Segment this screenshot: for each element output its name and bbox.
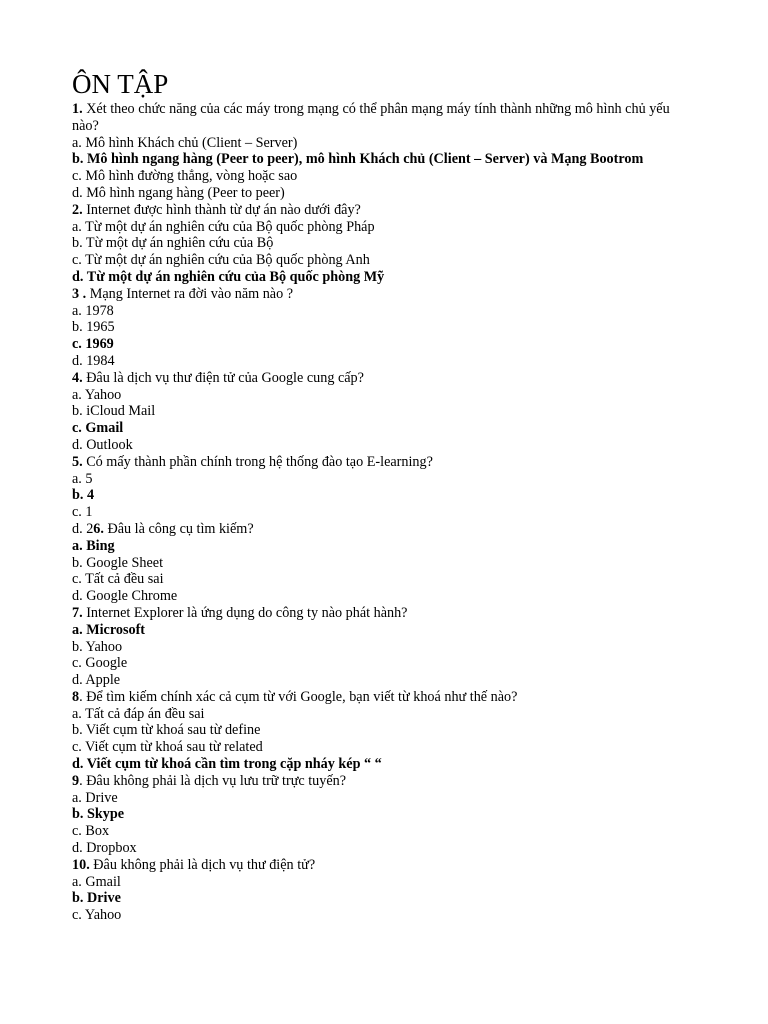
question-text: . Đâu không phải là dịch vụ lưu trữ trực tuyến? <box>79 772 347 789</box>
question-text: Mạng Internet ra đời vào năm nào ? <box>86 285 294 302</box>
answer-7d: d. Apple <box>72 672 121 689</box>
answer-2b: b. Từ một dự án nghiên cứu của Bộ <box>72 235 274 252</box>
answer-9d: d. Dropbox <box>72 840 137 857</box>
question-2 <box>72 202 692 219</box>
answer-8b: b. Viết cụm từ khoá sau từ define <box>72 722 261 739</box>
question-8 <box>72 689 692 706</box>
answer-7c: c. Google <box>72 655 128 672</box>
answer-4b: b. iCloud Mail <box>72 403 156 420</box>
answer-3c-correct: c. 1969 <box>72 336 114 353</box>
answer-1c: c. Mô hình đường thẳng, vòng hoặc sao <box>72 168 298 185</box>
question-4 <box>72 370 692 387</box>
answer-9c: c. Box <box>72 823 110 840</box>
answer-3d: d. 1984 <box>72 352 115 369</box>
question-number: 3 . <box>72 285 87 302</box>
answer-5d-with-question-6 <box>72 521 692 538</box>
question-number: 6. <box>93 520 104 537</box>
question-number: 8 <box>72 688 80 705</box>
question-number: 10. <box>72 856 90 873</box>
question-number: 4. <box>72 369 83 386</box>
question-text: Đâu là dịch vụ thư điện tử của Google cung cấp? <box>82 369 364 386</box>
answer-7b: b. Yahoo <box>72 638 123 655</box>
question-text: . Để tìm kiếm chính xác cả cụm từ với Google, bạn viết từ khoá như thế nào? <box>79 688 518 705</box>
question-5 <box>72 454 692 471</box>
answer-3a: a. 1978 <box>72 302 114 319</box>
question-text: Xét theo chức năng của các máy trong mạng có thể phân mạng máy tính thành những mô hình chủ yếu nào? <box>72 101 670 134</box>
question-9 <box>72 773 692 790</box>
answer-10a: a. Gmail <box>72 873 121 890</box>
answer-3b: b. 1965 <box>72 319 115 336</box>
question-3 <box>72 286 692 303</box>
answer-4c-correct: c. Gmail <box>72 420 124 437</box>
answer-9a: a. Drive <box>72 789 118 806</box>
answer-2a: a. Từ một dự án nghiên cứu của Bộ quốc phòng Pháp <box>72 218 375 235</box>
answer-6d: d. Google Chrome <box>72 588 178 605</box>
answer-1a: a. Mô hình Khách chủ (Client – Server) <box>72 134 298 151</box>
answer-5d: d. 2 <box>72 520 94 537</box>
question-text: Internet Explorer là ứng dụng do công ty nào phát hành? <box>82 604 408 621</box>
question-text: Có mấy thành phần chính trong hệ thống đào tạo E-learning? <box>82 453 433 470</box>
answer-6c: c. Tất cả đều sai <box>72 571 164 588</box>
question-7 <box>72 605 692 622</box>
answer-4d: d. Outlook <box>72 436 133 453</box>
question-number: 2. <box>72 201 83 218</box>
answer-7a-correct: a. Microsoft <box>72 621 146 638</box>
question-number: 5. <box>72 453 83 470</box>
answer-6b: b. Google Sheet <box>72 554 164 571</box>
answer-5a: a. 5 <box>72 470 93 487</box>
question-number: 1. <box>72 101 83 117</box>
question-text: Đâu là công cụ tìm kiếm? <box>103 520 254 537</box>
question-number: 7. <box>72 604 83 621</box>
answer-8a: a. Tất cả đáp án đều sai <box>72 705 205 722</box>
answer-10b-correct: b. Drive <box>72 890 121 907</box>
answer-9b-correct: b. Skype <box>72 806 125 823</box>
question-number: 9 <box>72 772 80 789</box>
answer-2c: c. Từ một dự án nghiên cứu của Bộ quốc phòng Anh <box>72 252 370 269</box>
answer-1d: d. Mô hình ngang hàng (Peer to peer) <box>72 184 285 201</box>
answer-5b-correct: b. 4 <box>72 487 95 504</box>
answer-6a-correct: a. Bing <box>72 537 115 554</box>
answer-4a: a. Yahoo <box>72 386 122 403</box>
answer-8c: c. Viết cụm từ khoá sau từ related <box>72 739 263 756</box>
answer-1b-correct: b. Mô hình ngang hàng (Peer to peer), mô hình Khách chủ (Client – Server) và Mạng Bootrom <box>72 151 644 168</box>
question-text: Internet được hình thành từ dự án nào dưới đây? <box>82 201 361 218</box>
question-1 <box>72 101 692 135</box>
answer-10c: c. Yahoo <box>72 907 122 924</box>
answer-2d-correct: d. Từ một dự án nghiên cứu của Bộ quốc phòng Mỹ <box>72 268 385 285</box>
document-page <box>72 68 692 924</box>
question-text: Đâu không phải là dịch vụ thư điện tử? <box>89 856 316 873</box>
page-title: ÔN TẬP <box>72 69 169 99</box>
answer-8d-correct: d. Viết cụm từ khoá cần tìm trong cặp nháy kép “ “ <box>72 756 382 773</box>
answer-5c: c. 1 <box>72 504 93 521</box>
question-10 <box>72 857 692 874</box>
